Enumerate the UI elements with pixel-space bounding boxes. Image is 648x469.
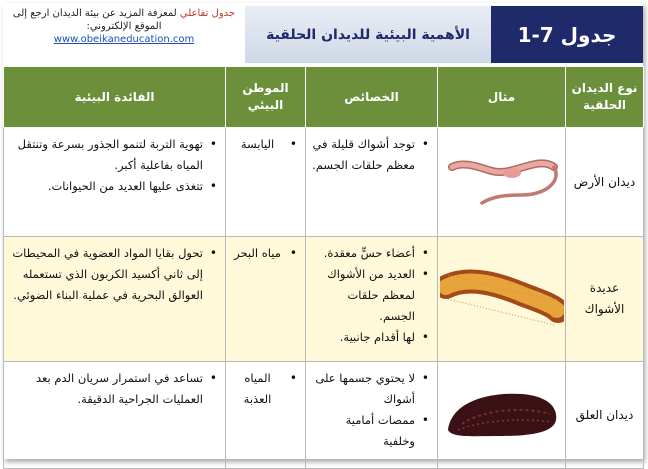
benefit-cell — [4, 237, 226, 362]
col-header-benefit: الفائدة البيئية — [4, 67, 226, 128]
column-header-row — [4, 67, 644, 128]
col-header-habitat: الموطن البيئي — [226, 67, 306, 128]
worm-name: عديدة الأشواك — [566, 237, 644, 362]
benefit-item: • تتغذى عليها العديد من الحيوانات. — [10, 176, 203, 197]
habitat-item: • المياه العذبة — [232, 368, 283, 410]
example-cell — [438, 362, 566, 469]
characteristic-item: • العديد من الأشواك لمعظم حلقات الجسم. — [312, 264, 415, 327]
table-figure — [3, 3, 643, 459]
benefit-cell — [4, 362, 226, 469]
worm-name: ديدان الأرض — [566, 128, 644, 237]
interactive-label: جدول تفاعلي — [179, 8, 236, 19]
habitat-cell — [226, 237, 306, 362]
earthworm-illustration — [442, 151, 562, 207]
characteristics-cell — [306, 128, 438, 237]
table-row — [4, 362, 644, 469]
col-header-type: نوع الديدان الحلقية — [566, 67, 644, 128]
col-header-example: مثال — [438, 67, 566, 128]
characteristic-item: • أعضاء حسٍّ معقدة. — [312, 243, 415, 264]
benefit-cell — [4, 128, 226, 237]
table-header — [3, 3, 643, 66]
table-number: جدول 7-1 — [491, 6, 643, 63]
benefit-item: • تهوية التربة لتنمو الجذور بسرعة وتنتقل المياه بفاعلية أكبر. — [10, 134, 203, 176]
table-title: الأهمية البيئية للديدان الحلقية — [245, 6, 491, 63]
characteristics-cell — [306, 362, 438, 469]
characteristic-item: • ممصات أمامية وخلفية — [312, 410, 415, 452]
table-row — [4, 128, 644, 237]
table-row — [4, 237, 644, 362]
example-cell — [438, 128, 566, 237]
website-link[interactable]: www.obeikaneducation.com — [53, 34, 195, 45]
characteristic-item: • لها أقدام جانبية. — [312, 327, 415, 348]
characteristic-item: • توجد أشواك قليلة في معظم حلقات الجسم. — [312, 134, 415, 176]
example-cell — [438, 237, 566, 362]
habitat-cell — [226, 362, 306, 469]
benefit-item: • تساعد في استمرار سريان الدم بعد العمليات الجراحية الدقيقة. — [10, 368, 203, 410]
habitat-item: • اليابسة — [232, 134, 283, 155]
characteristics-cell — [306, 237, 438, 362]
annelid-table — [3, 66, 644, 469]
web-link-note — [9, 7, 239, 63]
habitat-cell — [226, 128, 306, 237]
characteristic-item: • لا يحتوي جسمها على أشواك — [312, 368, 415, 410]
leech-illustration — [442, 380, 562, 444]
polychaete-illustration — [440, 261, 564, 331]
worm-name: ديدان العلق — [566, 362, 644, 469]
habitat-item: • مياه البحر — [232, 243, 283, 264]
col-header-characteristics: الخصائص — [306, 67, 438, 128]
benefit-item: • تحول بقايا المواد العضوية في المحيطات إلى ثاني أكسيد الكربون الذي تستعمله العوالق البحرية في عملية البناء الضوئي. — [10, 243, 203, 306]
link-description: لمعرفة المزيد عن بيئة الديدان ارجع إلى الموقع الإلكتروني: — [12, 8, 180, 32]
